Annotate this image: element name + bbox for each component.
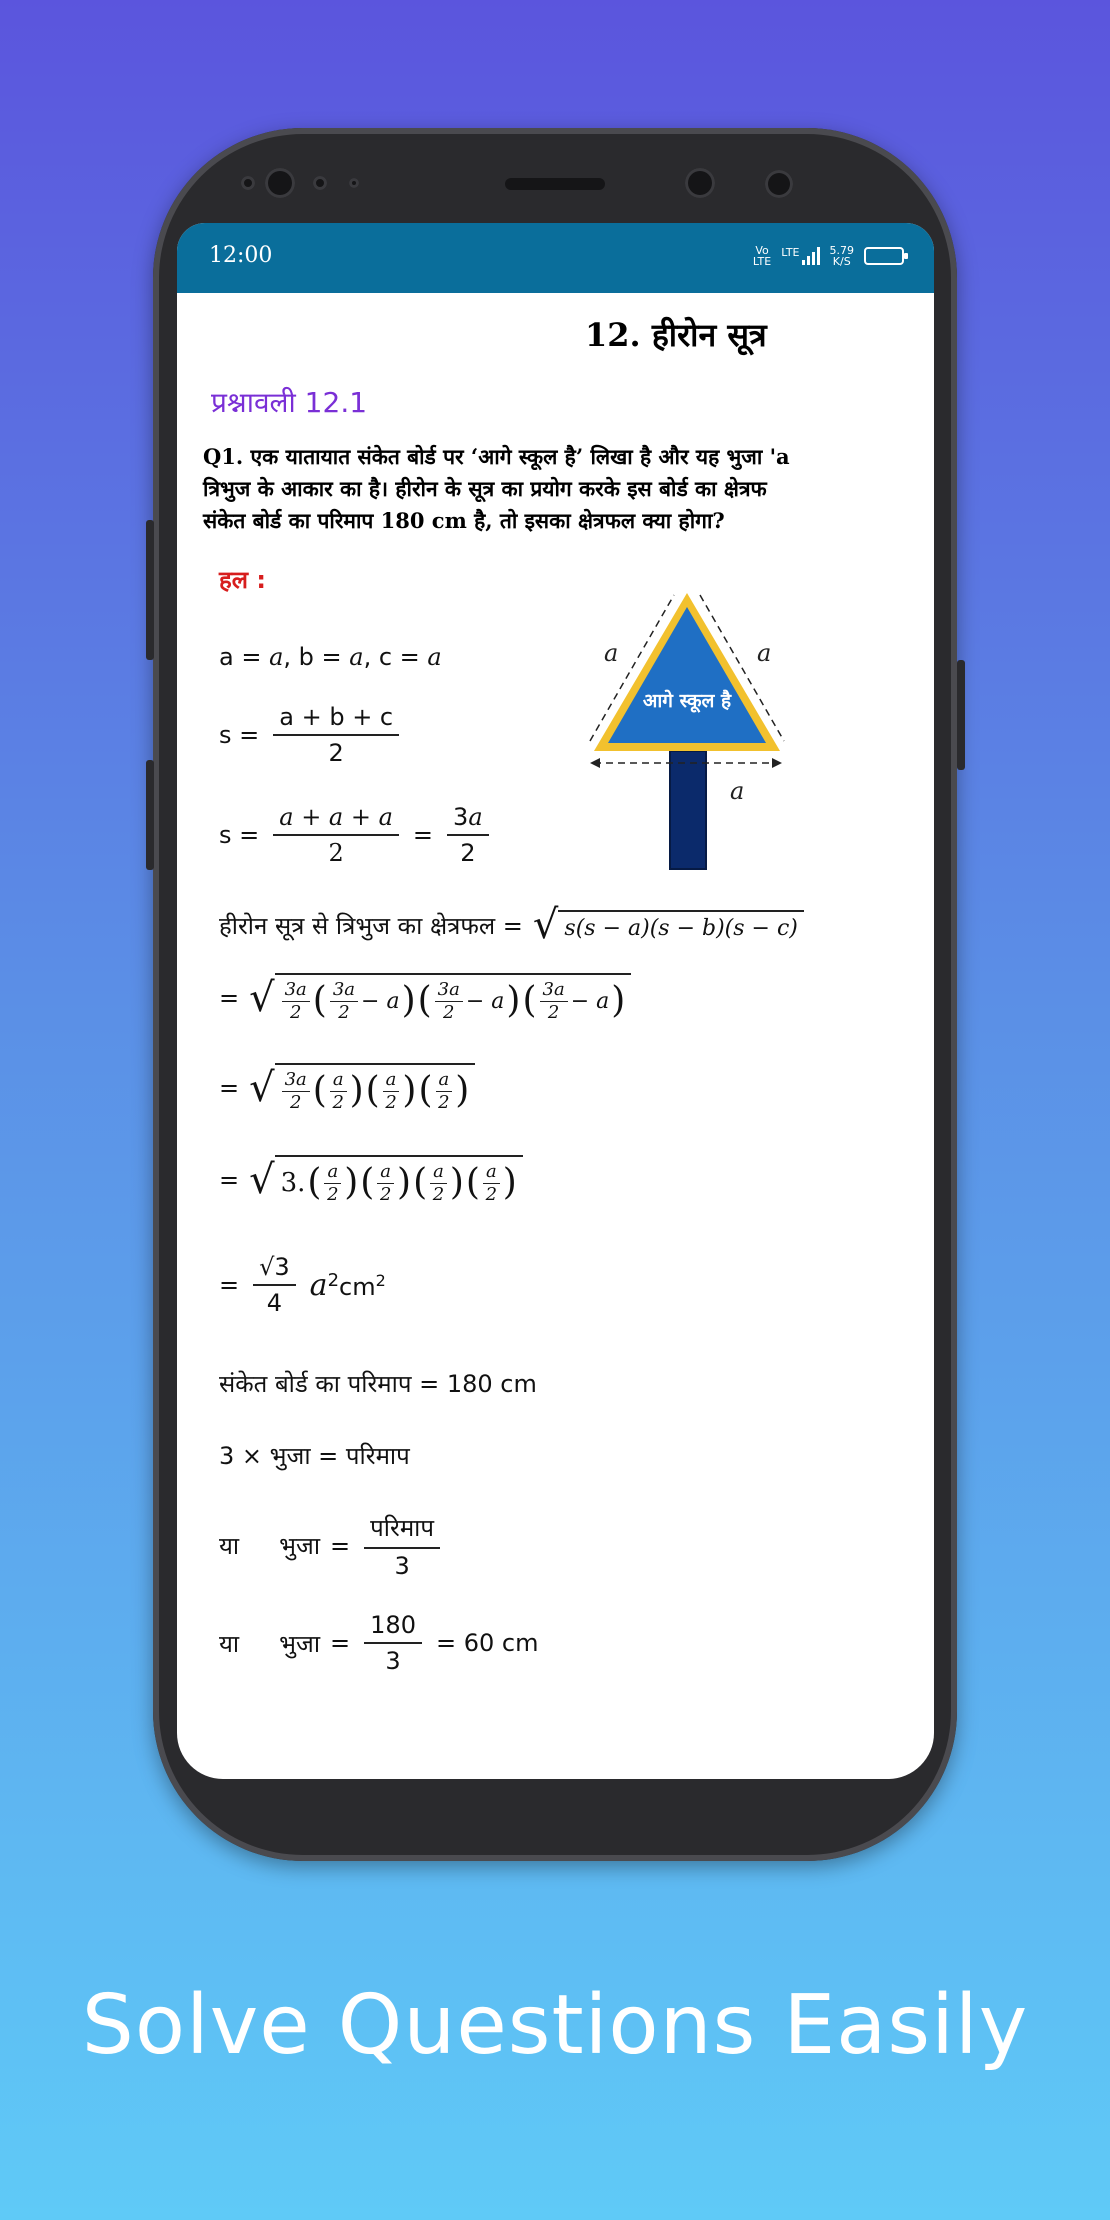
numerator-180: 180 [364, 1611, 422, 1644]
volume-button [146, 520, 154, 660]
front-sensor-icon [241, 176, 255, 190]
sign-text: आगे स्कूल है [642, 690, 732, 712]
light-sensor-icon [349, 178, 359, 188]
divisor-three-2: 3 [385, 1647, 401, 1675]
speed-unit: K/S [832, 255, 851, 268]
front-camera-icon [265, 168, 295, 198]
ya-label-2: या [219, 1629, 240, 1658]
heron-formula: s(s − a)(s − b)(s − c) [558, 910, 803, 941]
exercise-heading: प्रश्नावली 12.1 [211, 386, 368, 419]
sides-equation: a = a, b = a, c = a [219, 643, 442, 671]
sign-triangle-inner [608, 607, 766, 743]
side-perimeter-line: 3 × भुजा = परिमाप [219, 1442, 410, 1470]
semi-perimeter-value: s = $\frac{a + a + a}{2}$ = $\frac{3a}{2}$ [219, 803, 493, 867]
ya-label: या [219, 1532, 240, 1560]
flash-icon [765, 170, 793, 198]
side-result-line: या भुजा = $\frac{180}{3}$ = 60 cm [219, 1611, 539, 1675]
proximity-sensor-icon [313, 176, 327, 190]
phone-screen [177, 223, 934, 1779]
bhuja-label: भुजा [279, 1532, 321, 1560]
solution-label: हल : [219, 566, 266, 594]
area-formula: = $\frac{√3}{4}$ $a^2cm^2$ [219, 1253, 386, 1317]
volte-bottom: LTE [752, 255, 772, 268]
side-formula-line: या भुजा = $\frac{\text{परिमाप}}{3}$ [219, 1511, 444, 1580]
question-line-1: Q1. एक यातायात संकेत बोर्ड पर ‘आगे स्कूल है’ लिखा है और यह भुजा 'a [203, 444, 790, 469]
result-value: = 60 cm [435, 1629, 539, 1657]
semi-perimeter-formula: s = $\frac{a + b + c}{2}$ [219, 703, 403, 767]
network-speed [830, 245, 855, 267]
sign-post [670, 751, 706, 869]
school-sign-diagram [582, 573, 792, 883]
volte-indicator [753, 245, 771, 267]
speed-value: 5.79 [829, 244, 854, 257]
question-text [203, 441, 934, 537]
question-line-3: संकेत बोर्ड का परिमाप 180 cm है, तो इसका क्षेत्रफल क्या होगा? [203, 508, 725, 533]
question-line-2: त्रिभुज के आकार का है। हीरोन के सूत्र का प्रयोग करके इस बोर्ड का क्षेत्रफ [203, 476, 767, 501]
bhuja-label-2: भुजा [279, 1629, 321, 1658]
tagline: Solve Questions Easily [81, 1978, 1029, 2073]
lte-label: LTE [781, 246, 800, 259]
solution-page[interactable] [177, 293, 934, 1779]
lte-signal [781, 247, 819, 265]
status-bar [177, 223, 934, 293]
chapter-title: 12. हीरोन सूत्र [585, 316, 767, 354]
heron-label: हीरोन सूत्र से त्रिभुज का क्षेत्रफल = [219, 911, 523, 940]
side-label-right: a [757, 639, 772, 667]
status-icons [753, 245, 904, 267]
side-label-left: a [604, 639, 619, 667]
divisor-three: 3 [394, 1552, 410, 1580]
heron-substitution: = √ $\frac{3a}{2}$ ( $\frac{3a}{2}$ − a ) ( $\frac{3a}{2}$ − a ) ( $\frac{3a}{2}$ − a ) [219, 973, 631, 1023]
battery-icon [864, 247, 904, 265]
power-button [146, 760, 154, 870]
earpiece-speaker [505, 178, 605, 190]
signal-icon [802, 247, 820, 265]
side-label-bottom: a [730, 777, 745, 805]
heron-simplified: = √ $\frac{3a}{2}$ ( $\frac{a}{2}$ ) ( $\frac{a}{2}$ ) ( $\frac{a}{2}$ ) [219, 1063, 475, 1113]
perimeter-line: संकेत बोर्ड का परिमाप = 180 cm [219, 1370, 537, 1398]
volte-top: Vo [755, 244, 769, 257]
side-button [957, 660, 965, 770]
heron-formula-line: हीरोन सूत्र से त्रिभुज का क्षेत्रफल = √ s(s − a)(s − b)(s − c) [219, 905, 804, 945]
heron-factored: = √ 3. ( $\frac{a}{2}$ ) ( $\frac{a}{2}$ ) ( $\frac{a}{2}$ ) ( $\frac{a}{2}$ ) [219, 1155, 523, 1205]
secondary-camera-icon [685, 168, 715, 198]
status-time: 12:00 [209, 243, 273, 268]
parimap-numerator: परिमाप [364, 1511, 440, 1549]
